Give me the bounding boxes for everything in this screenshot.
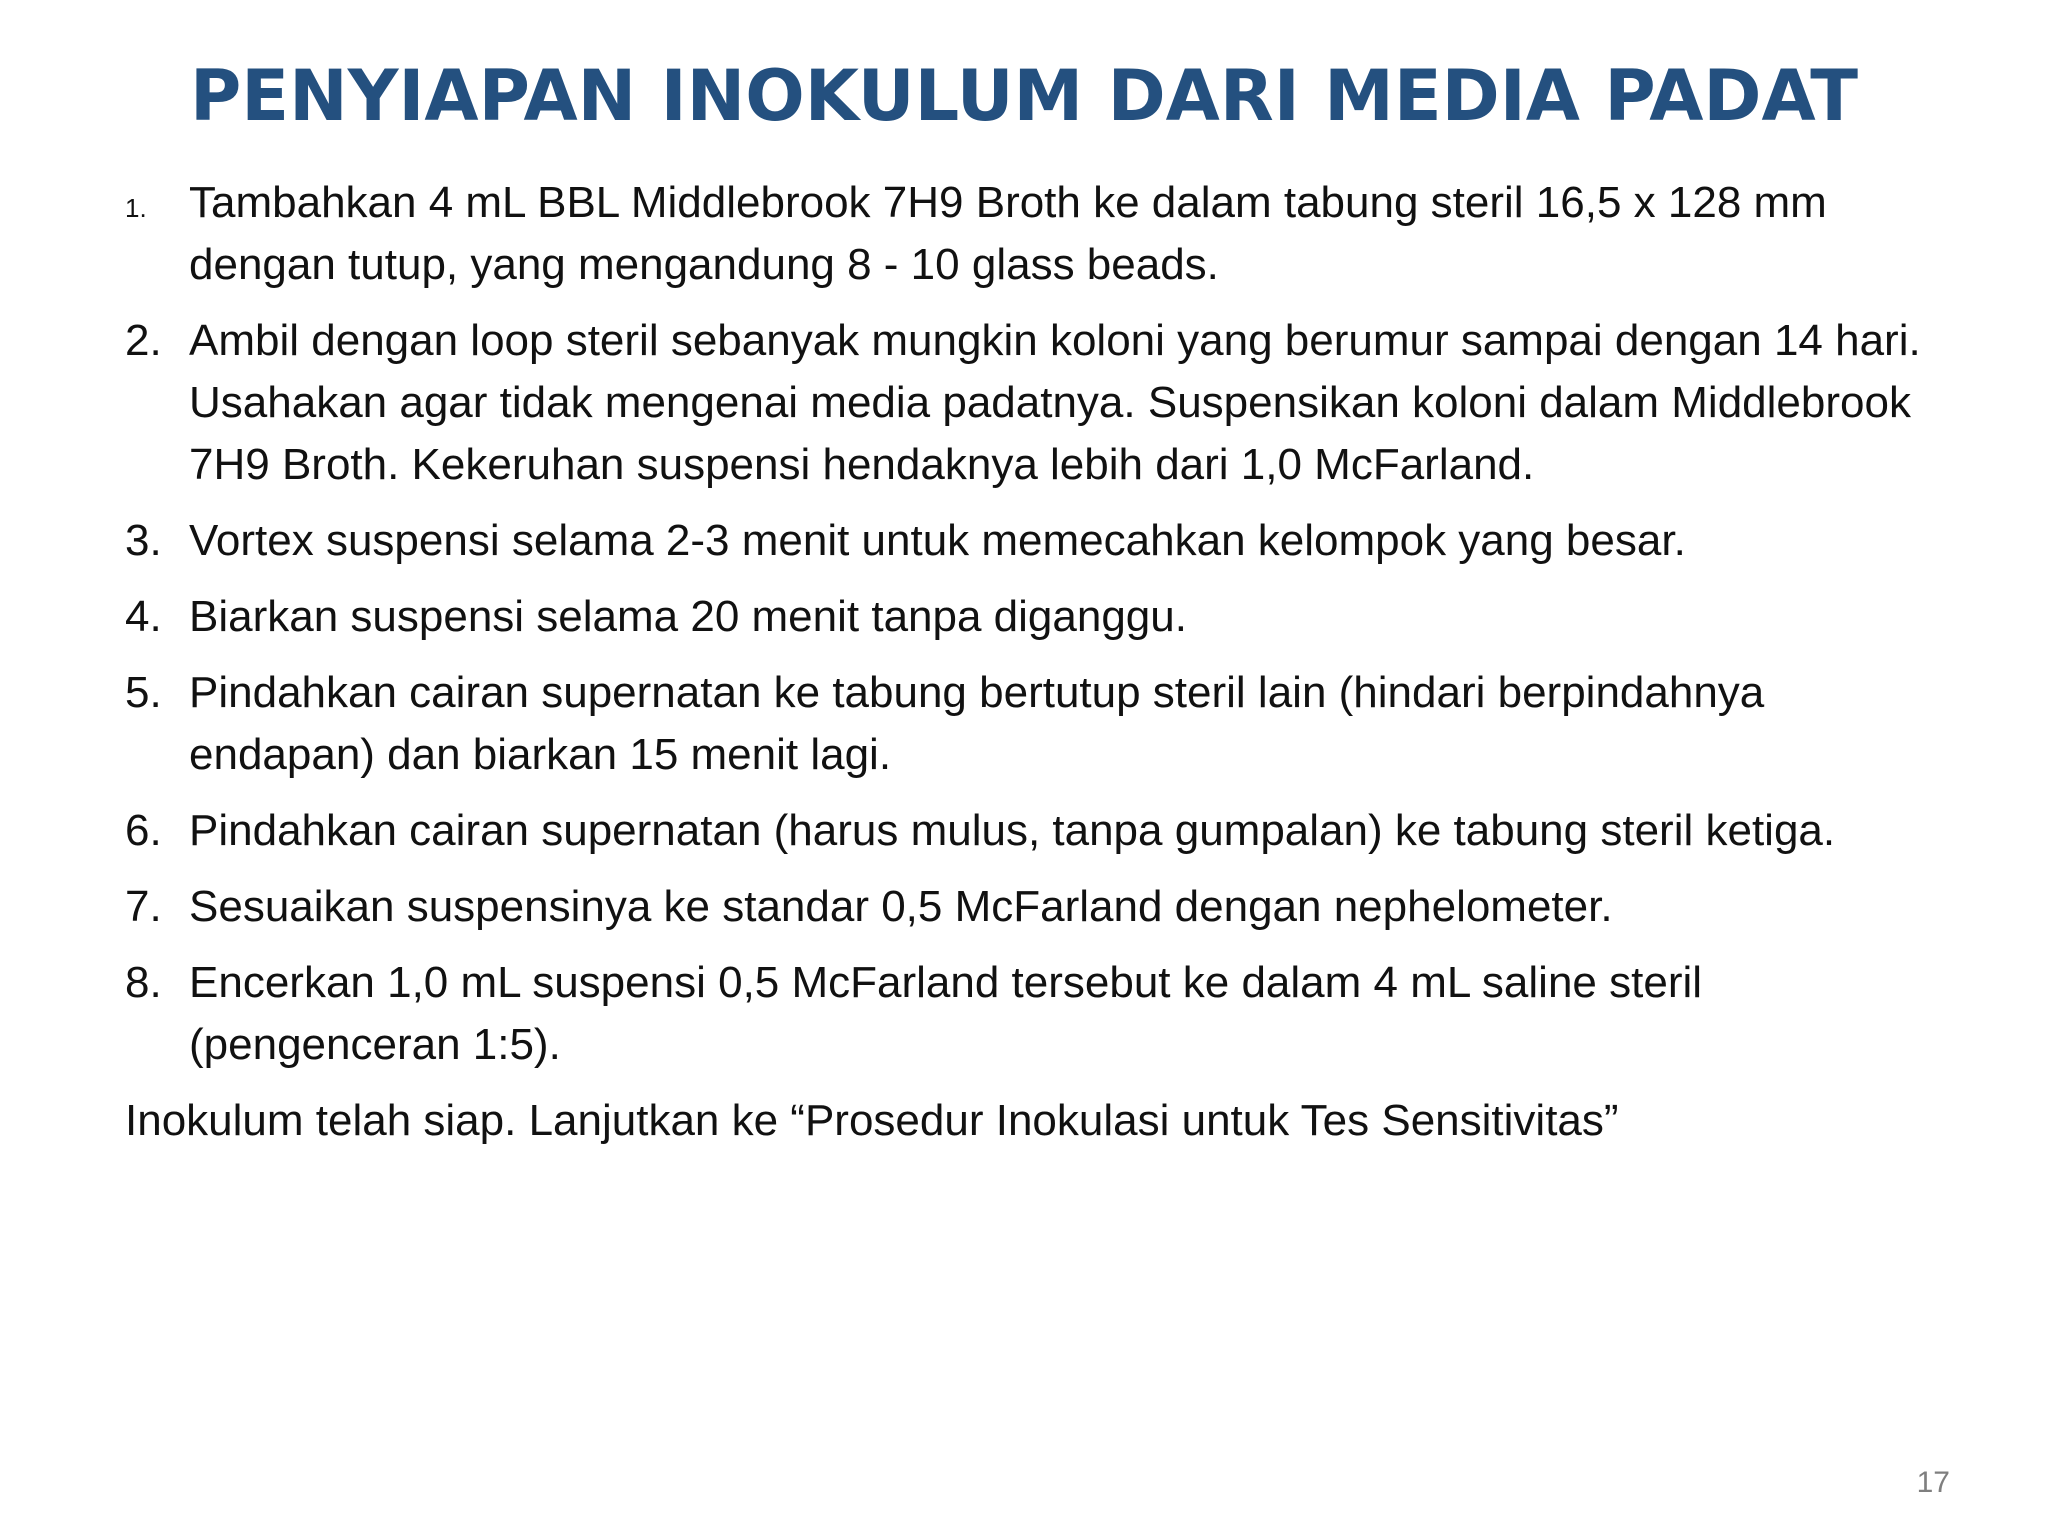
- item-number: 4.: [125, 592, 162, 641]
- item-number: 1.: [125, 193, 147, 223]
- list-item: [125, 662, 1925, 786]
- item-text: Ambil dengan loop steril sebanyak mungkin koloni yang berumur sampai dengan 14 hari. Usahakan agar tidak mengenai media padatnya. Suspensikan koloni dalam Middlebrook 7H9 Broth. Kekeruhan suspensi hendaknya lebih dari 1,0 McFarland.: [189, 316, 1921, 489]
- item-text: Encerkan 1,0 mL suspensi 0,5 McFarland tersebut ke dalam 4 mL saline steril (pengenceran 1:5).: [189, 958, 1703, 1069]
- item-text: Sesuaikan suspensinya ke standar 0,5 McFarland dengan nephelometer.: [189, 882, 1613, 931]
- list-item: [125, 876, 1925, 938]
- item-text: Pindahkan cairan supernatan (harus mulus, tanpa gumpalan) ke tabung steril ketiga.: [189, 806, 1836, 855]
- item-number: 7.: [125, 882, 162, 931]
- list-item: [125, 952, 1925, 1076]
- item-text: Tambahkan 4 mL BBL Middlebrook 7H9 Broth ke dalam tabung steril 16,5 x 128 mm dengan tutup, yang mengandung 8 - 10 glass beads.: [189, 178, 1827, 289]
- procedure-list: [125, 172, 1925, 1152]
- item-text: Biarkan suspensi selama 20 menit tanpa diganggu.: [189, 592, 1187, 641]
- item-number: 8.: [125, 958, 162, 1007]
- item-number: 6.: [125, 806, 162, 855]
- list-item: [125, 510, 1925, 572]
- item-number: 2.: [125, 316, 162, 365]
- item-number: 3.: [125, 516, 162, 565]
- item-number: 5.: [125, 668, 162, 717]
- list-item: [125, 310, 1925, 496]
- list-item: [125, 586, 1925, 648]
- page-number: 17: [1916, 1466, 1950, 1499]
- item-text: Pindahkan cairan supernatan ke tabung bertutup steril lain (hindari berpindahnya endapan) dan biarkan 15 menit lagi.: [189, 668, 1765, 779]
- item-text: Vortex suspensi selama 2-3 menit untuk memecahkan kelompok yang besar.: [189, 516, 1686, 565]
- slide-title: PENYIAPAN INOKULUM DARI MEDIA PADAT: [189, 55, 1858, 137]
- list-item: [125, 172, 1925, 296]
- closing-note: Inokulum telah siap. Lanjutkan ke “Prosedur Inokulasi untuk Tes Sensitivitas”: [125, 1096, 1619, 1145]
- list-item: [125, 800, 1925, 862]
